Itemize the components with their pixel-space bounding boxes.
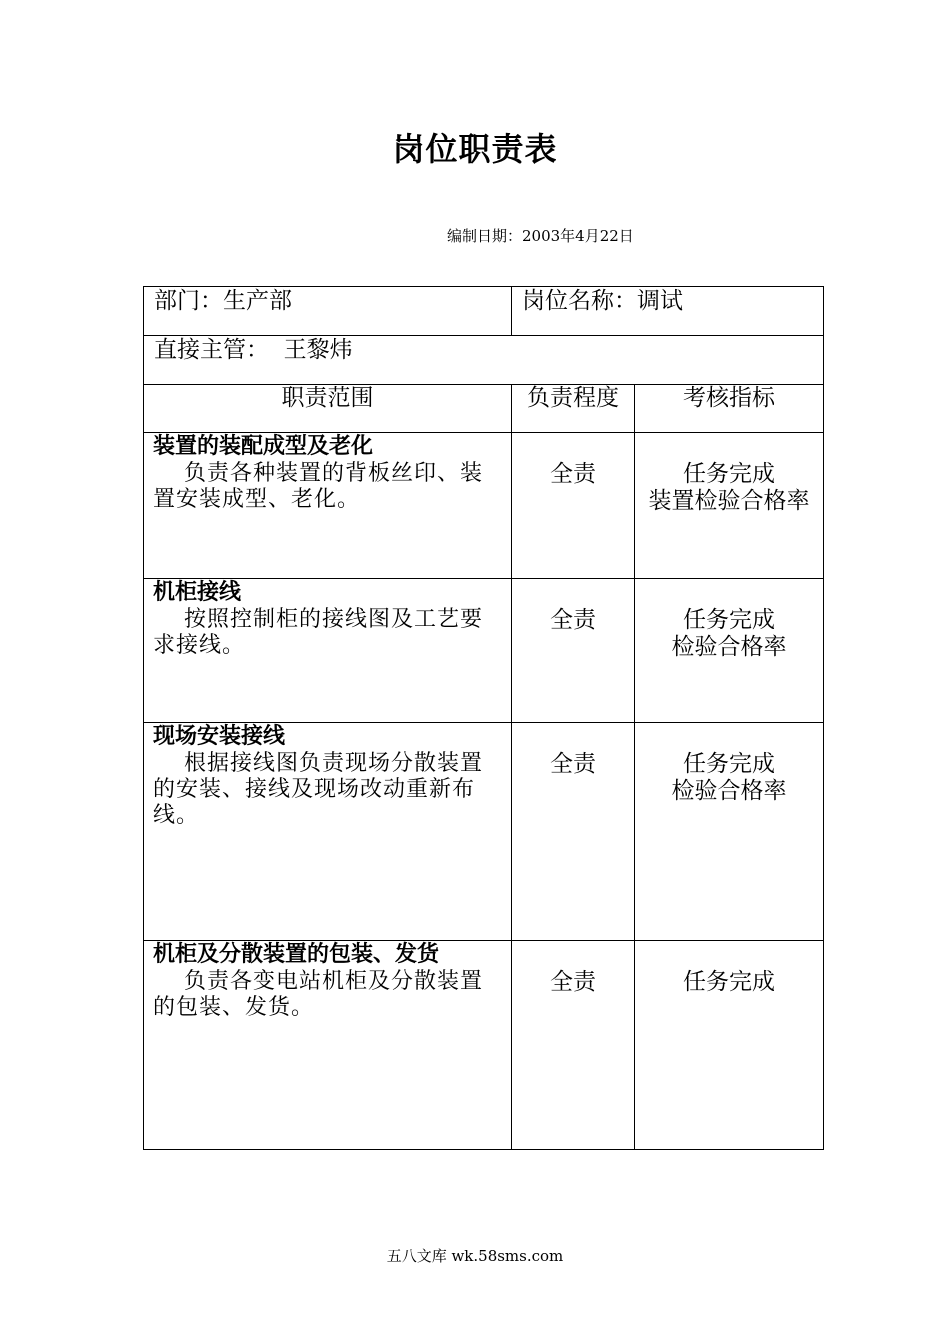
department-text: 部门：生产部 xyxy=(154,288,292,314)
duty-title: 现场安装接线 xyxy=(153,724,286,749)
table-row-4-degree xyxy=(511,940,635,1150)
kpi-line-1: 任务完成 xyxy=(683,751,775,777)
duty-description: 按照控制柜的接线图及工艺要求接线。 xyxy=(153,607,484,658)
duty-description: 负责各变电站机柜及分散装置的包装、发货。 xyxy=(153,969,484,1020)
table-row-3-scope xyxy=(143,722,512,941)
table-row-1-scope xyxy=(143,432,512,579)
table-row-3-degree xyxy=(511,722,635,941)
table-row-2-degree xyxy=(511,578,635,723)
supervisor-cell xyxy=(143,335,824,385)
table-row-2-kpi xyxy=(634,578,824,723)
table-row-4-kpi xyxy=(634,940,824,1150)
duty-degree: 全责 xyxy=(550,607,596,633)
page-title: 岗位职责表 xyxy=(392,130,558,168)
header-degree-label: 负责程度 xyxy=(527,385,619,411)
kpi-line-1: 任务完成 xyxy=(683,461,775,487)
header-scope-label: 职责范围 xyxy=(281,385,374,411)
kpi-line-1: 任务完成 xyxy=(683,969,775,995)
footer-watermark: 五八文库 wk.58sms.com xyxy=(386,1247,564,1265)
duty-description: 根据接线图负责现场分散装置的安装、接线及现场改动重新布线。 xyxy=(153,751,484,828)
table-row-2-scope xyxy=(143,578,512,723)
position-text: 岗位名称：调试 xyxy=(522,288,683,314)
duty-degree: 全责 xyxy=(550,969,596,995)
kpi-line-2: 检验合格率 xyxy=(671,778,787,804)
kpi-line-1: 任务完成 xyxy=(683,607,775,633)
table-row-3-kpi xyxy=(634,722,824,941)
header-scope xyxy=(143,384,512,433)
duty-title: 机柜及分散装置的包装、发货 xyxy=(153,942,440,967)
table-row-4-scope xyxy=(143,940,512,1150)
table-row-1-degree xyxy=(511,432,635,579)
duty-description: 负责各种装置的背板丝印、装置安装成型、老化。 xyxy=(153,461,484,512)
supervisor-text: 直接主管： 王黎炜 xyxy=(154,337,353,363)
header-kpi xyxy=(634,384,824,433)
header-kpi-label: 考核指标 xyxy=(683,385,775,411)
table-row-1-kpi xyxy=(634,432,824,579)
kpi-line-2: 检验合格率 xyxy=(671,634,787,660)
header-degree xyxy=(511,384,635,433)
duty-title: 机柜接线 xyxy=(153,580,242,605)
compile-date: 编制日期：2003年4月22日 xyxy=(447,227,634,245)
position-cell xyxy=(511,286,824,336)
department-cell xyxy=(143,286,512,336)
kpi-line-2: 装置检验合格率 xyxy=(648,488,810,514)
duty-title: 装置的装配成型及老化 xyxy=(153,434,374,459)
duty-degree: 全责 xyxy=(550,461,596,487)
duty-degree: 全责 xyxy=(550,751,596,777)
